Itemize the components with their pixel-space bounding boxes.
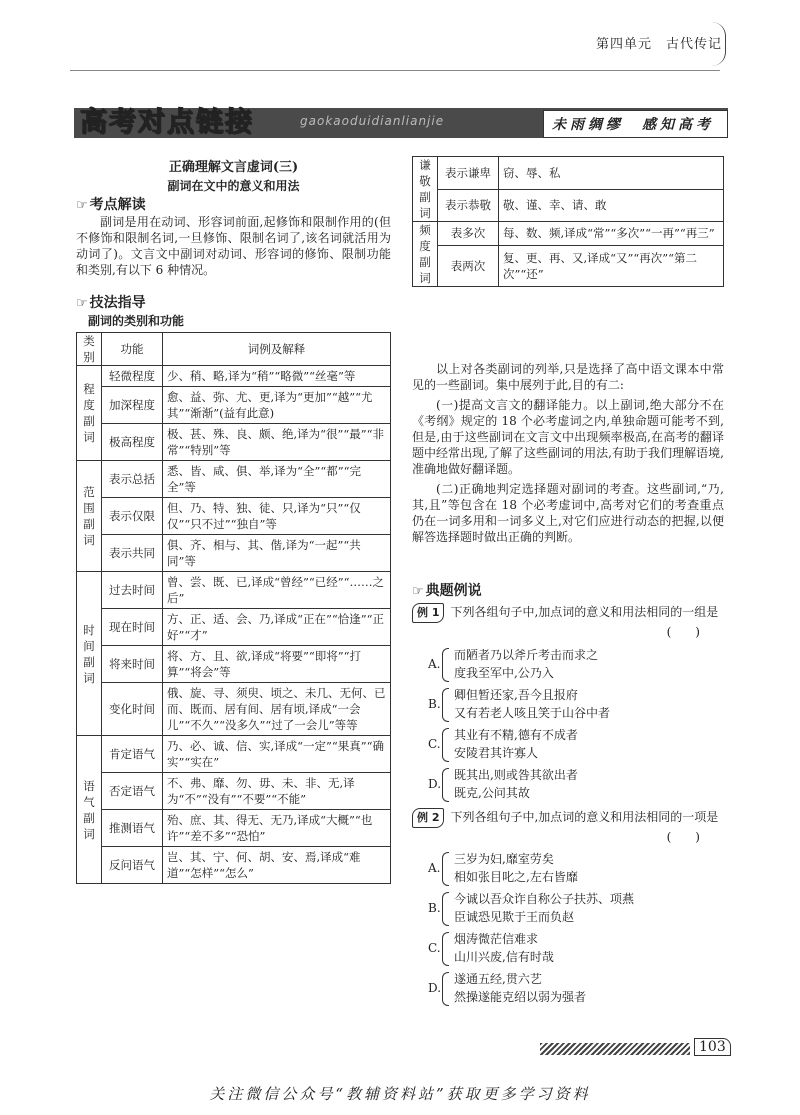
table-row bbox=[413, 245, 724, 286]
page-number: 103 bbox=[694, 1038, 731, 1056]
table-caption: 副词的类别和功能 bbox=[88, 314, 185, 328]
example-cell: 曾、尝、既、已,译成“曾经”“已经”“……之后” bbox=[163, 572, 391, 609]
category-cell: 范 围 副 词 bbox=[77, 461, 102, 572]
example-cell: 极、甚、殊、良、颇、绝,译为“很”“最”“非常”“特别”等 bbox=[163, 424, 391, 461]
option-line: 而陋者乃以斧斤考击而求之 bbox=[454, 648, 599, 662]
option-line: 然操遂能克绍以弱为强者 bbox=[454, 990, 587, 1004]
section-heading-text: 技法指导 bbox=[89, 295, 146, 311]
pointing-hand-icon: ☞ bbox=[76, 296, 88, 311]
section-heading-examples bbox=[412, 580, 482, 600]
answer-parentheses: ( ) bbox=[666, 625, 700, 639]
option-letter: C. bbox=[428, 941, 441, 955]
example-1-question bbox=[412, 603, 724, 641]
option-lines bbox=[454, 726, 578, 762]
option bbox=[428, 726, 578, 762]
pointing-hand-icon: ☞ bbox=[76, 198, 88, 213]
example-label: 例 1 bbox=[412, 603, 444, 623]
option-lines bbox=[454, 850, 578, 886]
option-line: 度我至军中,公乃入 bbox=[454, 666, 554, 680]
analysis-paragraph bbox=[76, 214, 391, 278]
option-lines bbox=[454, 890, 634, 926]
option-letter: C. bbox=[428, 737, 441, 751]
example-cell: 岂、其、宁、何、胡、安、焉,译成“难道”“怎样”“怎么” bbox=[163, 847, 391, 884]
question-text: 下列各组句子中,加点词的意义和用法相同的一组是 bbox=[450, 605, 719, 619]
function-cell: 极高程度 bbox=[102, 424, 163, 461]
option bbox=[428, 766, 578, 802]
brace-decoration bbox=[442, 728, 449, 762]
option-line: 安陵君其许寡人 bbox=[454, 746, 539, 760]
table-row bbox=[77, 773, 391, 810]
option bbox=[428, 930, 554, 966]
option-lines bbox=[454, 766, 578, 802]
table-header-cell: 词例及解释 bbox=[163, 333, 391, 366]
table-row bbox=[77, 683, 391, 736]
brace-decoration bbox=[442, 932, 449, 966]
option-line: 又有若老人咳且笑于山谷中者 bbox=[454, 706, 611, 720]
banner-slogan: 未雨绸缪 感知高考 bbox=[552, 117, 714, 133]
option-line: 山川兴废,信有时哉 bbox=[454, 950, 554, 964]
example-cell: 将、方、且、欲,译成“将要”“即将”“打算”“将会”等 bbox=[163, 646, 391, 683]
function-cell: 表两次 bbox=[438, 245, 499, 286]
function-cell: 反问语气 bbox=[102, 847, 163, 884]
function-cell: 推测语气 bbox=[102, 810, 163, 847]
header-arc-decoration bbox=[711, 22, 726, 66]
table-row bbox=[77, 424, 391, 461]
brace-decoration bbox=[442, 972, 449, 1006]
brace-decoration bbox=[442, 768, 449, 802]
option-letter: D. bbox=[428, 981, 442, 995]
table-row bbox=[77, 535, 391, 572]
option bbox=[428, 686, 611, 722]
option-letter: A. bbox=[428, 861, 441, 875]
article-subtitle: 副词在文中的意义和用法 bbox=[167, 179, 300, 193]
example-cell: 窃、辱、私 bbox=[499, 157, 724, 190]
option-lines bbox=[454, 646, 598, 682]
example-cell: 殆、庶、其、得无、无乃,译成“大概”“也许”“差不多”“恐怕” bbox=[163, 810, 391, 847]
option-lines bbox=[454, 930, 554, 966]
pointing-hand-icon: ☞ bbox=[412, 584, 424, 599]
brace-decoration bbox=[442, 892, 449, 926]
option-letter: B. bbox=[428, 697, 441, 711]
example-cell: 愈、益、弥、尤、更,译为“更加”“越”“尤其”“渐渐”(益有此意) bbox=[163, 387, 391, 424]
adverb-table-right bbox=[412, 156, 724, 287]
answer-parentheses: ( ) bbox=[666, 830, 700, 844]
option-line: 相如张目叱之,左右皆靡 bbox=[454, 870, 578, 884]
option bbox=[428, 890, 635, 926]
option-line: 今诚以吾众诈自称公子扶苏、项燕 bbox=[454, 892, 635, 906]
example-cell: 方、正、适、会、乃,译成“正在”“恰逢”“正好”“才” bbox=[163, 609, 391, 646]
function-cell: 将来时间 bbox=[102, 646, 163, 683]
example-cell: 少、稍、略,译为“稍”“略微”“丝毫”等 bbox=[163, 366, 391, 387]
table-row bbox=[77, 498, 391, 535]
table-row bbox=[77, 461, 391, 498]
adverb-table-left bbox=[76, 332, 391, 884]
option-line: 三岁为妇,靡室劳矣 bbox=[454, 852, 554, 866]
option-letter: A. bbox=[428, 657, 441, 671]
function-cell: 现在时间 bbox=[102, 609, 163, 646]
function-cell: 轻微程度 bbox=[102, 366, 163, 387]
section-heading-text: 典题例说 bbox=[425, 583, 482, 599]
function-cell: 表示总括 bbox=[102, 461, 163, 498]
paragraph-text: (一)提高文言文的翻译能力。以上副词,绝大部分不在《考纲》规定的 18 个必考虚词之内,单独命题可能考不到,但是,由于这些副词在文言文中出现频率极高,在高考的翻译题中经常出现,了解了这些副词的用法,有助于我们理解语境,准确地做好翻译题。 bbox=[412, 398, 724, 476]
table-header-cell: 类别 bbox=[77, 333, 102, 366]
option-line: 既其出,则或咎其欲出者 bbox=[454, 768, 578, 782]
example-label: 例 2 bbox=[412, 808, 444, 828]
example-cell: 俄、旋、寻、须臾、顷之、未几、无何、已而、既而、居有间、居有顷,译成“一会儿”“不久”“没多久”“过了一会儿”等等 bbox=[163, 683, 391, 736]
footer-note: 关注微信公众号“教辅资料站”获取更多学习资料 bbox=[209, 1085, 591, 1103]
table-row bbox=[77, 847, 391, 884]
example-cell: 乃、必、诚、信、实,译成“一定”“果真”“确实”“实在” bbox=[163, 736, 391, 773]
option bbox=[428, 646, 599, 682]
question-text: 下列各组句子中,加点词的意义和用法相同的一项是 bbox=[450, 810, 719, 824]
function-cell: 否定语气 bbox=[102, 773, 163, 810]
category-cell: 语 气 副 词 bbox=[77, 736, 102, 884]
example-2-question bbox=[412, 808, 724, 846]
function-cell: 表多次 bbox=[438, 222, 499, 246]
option-line: 烟涛微茫信难求 bbox=[454, 932, 539, 946]
table-body bbox=[77, 366, 391, 884]
option-lines bbox=[454, 970, 586, 1006]
brace-decoration bbox=[442, 852, 449, 886]
example-cell: 不、弗、靡、勿、毋、未、非、无,译为“不”“没有”“不要”“不能” bbox=[163, 773, 391, 810]
page-number-bar bbox=[540, 1043, 690, 1055]
category-cell: 谦 敬 副 词 bbox=[413, 157, 438, 222]
header-rule bbox=[70, 70, 720, 71]
example-cell: 悉、皆、咸、俱、举,译为“全”“都”“完全”等 bbox=[163, 461, 391, 498]
function-cell: 表示共同 bbox=[102, 535, 163, 572]
banner-title: 高考对点链接 bbox=[80, 107, 254, 138]
article-title: 正确理解文言虚词(三) bbox=[168, 160, 299, 175]
category-cell: 时 间 副 词 bbox=[77, 572, 102, 736]
function-cell: 肯定语气 bbox=[102, 736, 163, 773]
table-row bbox=[413, 222, 724, 246]
table-body bbox=[413, 157, 724, 287]
example-cell: 但、乃、特、独、徒、只,译为“只”“仅仅”“只不过”“独自”等 bbox=[163, 498, 391, 535]
section-heading-analysis bbox=[76, 194, 146, 214]
option bbox=[428, 970, 587, 1006]
paragraph-text: 以上对各类副词的列举,只是选择了高中语文课本中常见的一些副词。集中展列于此,目的有二: bbox=[412, 362, 724, 392]
table-row bbox=[77, 810, 391, 847]
option-letter: B. bbox=[428, 901, 441, 915]
brace-decoration bbox=[442, 688, 449, 722]
option-line: 卿但暂还家,吾今且报府 bbox=[454, 688, 578, 702]
section-heading-technique bbox=[76, 292, 146, 312]
option-letter: D. bbox=[428, 777, 442, 791]
example-cell: 每、数、频,译成“常”“多次”“一再”“再三” bbox=[499, 222, 724, 246]
example-cell: 俱、齐、相与、其、偕,译为“一起”“共同”等 bbox=[163, 535, 391, 572]
table-row bbox=[413, 189, 724, 222]
option-line: 既克,公问其故 bbox=[454, 786, 530, 800]
function-cell: 表示恭敬 bbox=[438, 189, 499, 222]
table-row bbox=[77, 572, 391, 609]
option bbox=[428, 850, 578, 886]
example-cell: 复、更、再、又,译成“又”“再次”“第二次”“还” bbox=[499, 245, 724, 286]
brace-decoration bbox=[442, 648, 449, 682]
option-lines bbox=[454, 686, 610, 722]
paragraph-text: 副词是用在动词、形容词前面,起修饰和限制作用的(但不修饰和限制名词,一旦修饰、限制名词了,该名词就活用为动词了)。文言文中副词对动词、形容词的修饰、限制功能和类别,有以下 6 种情况。 bbox=[76, 215, 391, 277]
function-cell: 变化时间 bbox=[102, 683, 163, 736]
table-header-cell: 功能 bbox=[102, 333, 163, 366]
option-line: 臣诚恐见欺于王而负赵 bbox=[454, 910, 575, 924]
table-row bbox=[77, 609, 391, 646]
option-line: 遂通五经,贯六艺 bbox=[454, 972, 542, 986]
example-cell: 敬、谨、幸、请、敢 bbox=[499, 189, 724, 222]
paragraph-text: (二)正确地判定选择题对副词的考查。这些副词,“乃,其,且”等包含在 18 个必考虚词中,高考对它们的考查重点仍在一词多用和一词多义上,对它们应进行动态的把握,以便解答选择题时做出正确的判断。 bbox=[412, 482, 724, 544]
function-cell: 过去时间 bbox=[102, 572, 163, 609]
table-row bbox=[77, 646, 391, 683]
function-cell: 表示谦卑 bbox=[438, 157, 499, 190]
category-cell: 程 度 副 词 bbox=[77, 366, 102, 461]
function-cell: 表示仅限 bbox=[102, 498, 163, 535]
table-row bbox=[77, 736, 391, 773]
banner-pinyin: gaokaoduidianlianjie bbox=[300, 114, 445, 128]
option-line: 其业有不精,德有不成者 bbox=[454, 728, 578, 742]
section-heading-text: 考点解读 bbox=[89, 197, 146, 213]
table-row bbox=[413, 157, 724, 190]
summary-paragraphs bbox=[412, 361, 724, 545]
running-header: 第四单元 古代传记 bbox=[595, 37, 722, 52]
category-cell: 频 度 副 词 bbox=[413, 222, 438, 287]
table-row bbox=[77, 366, 391, 387]
table-row bbox=[77, 387, 391, 424]
function-cell: 加深程度 bbox=[102, 387, 163, 424]
